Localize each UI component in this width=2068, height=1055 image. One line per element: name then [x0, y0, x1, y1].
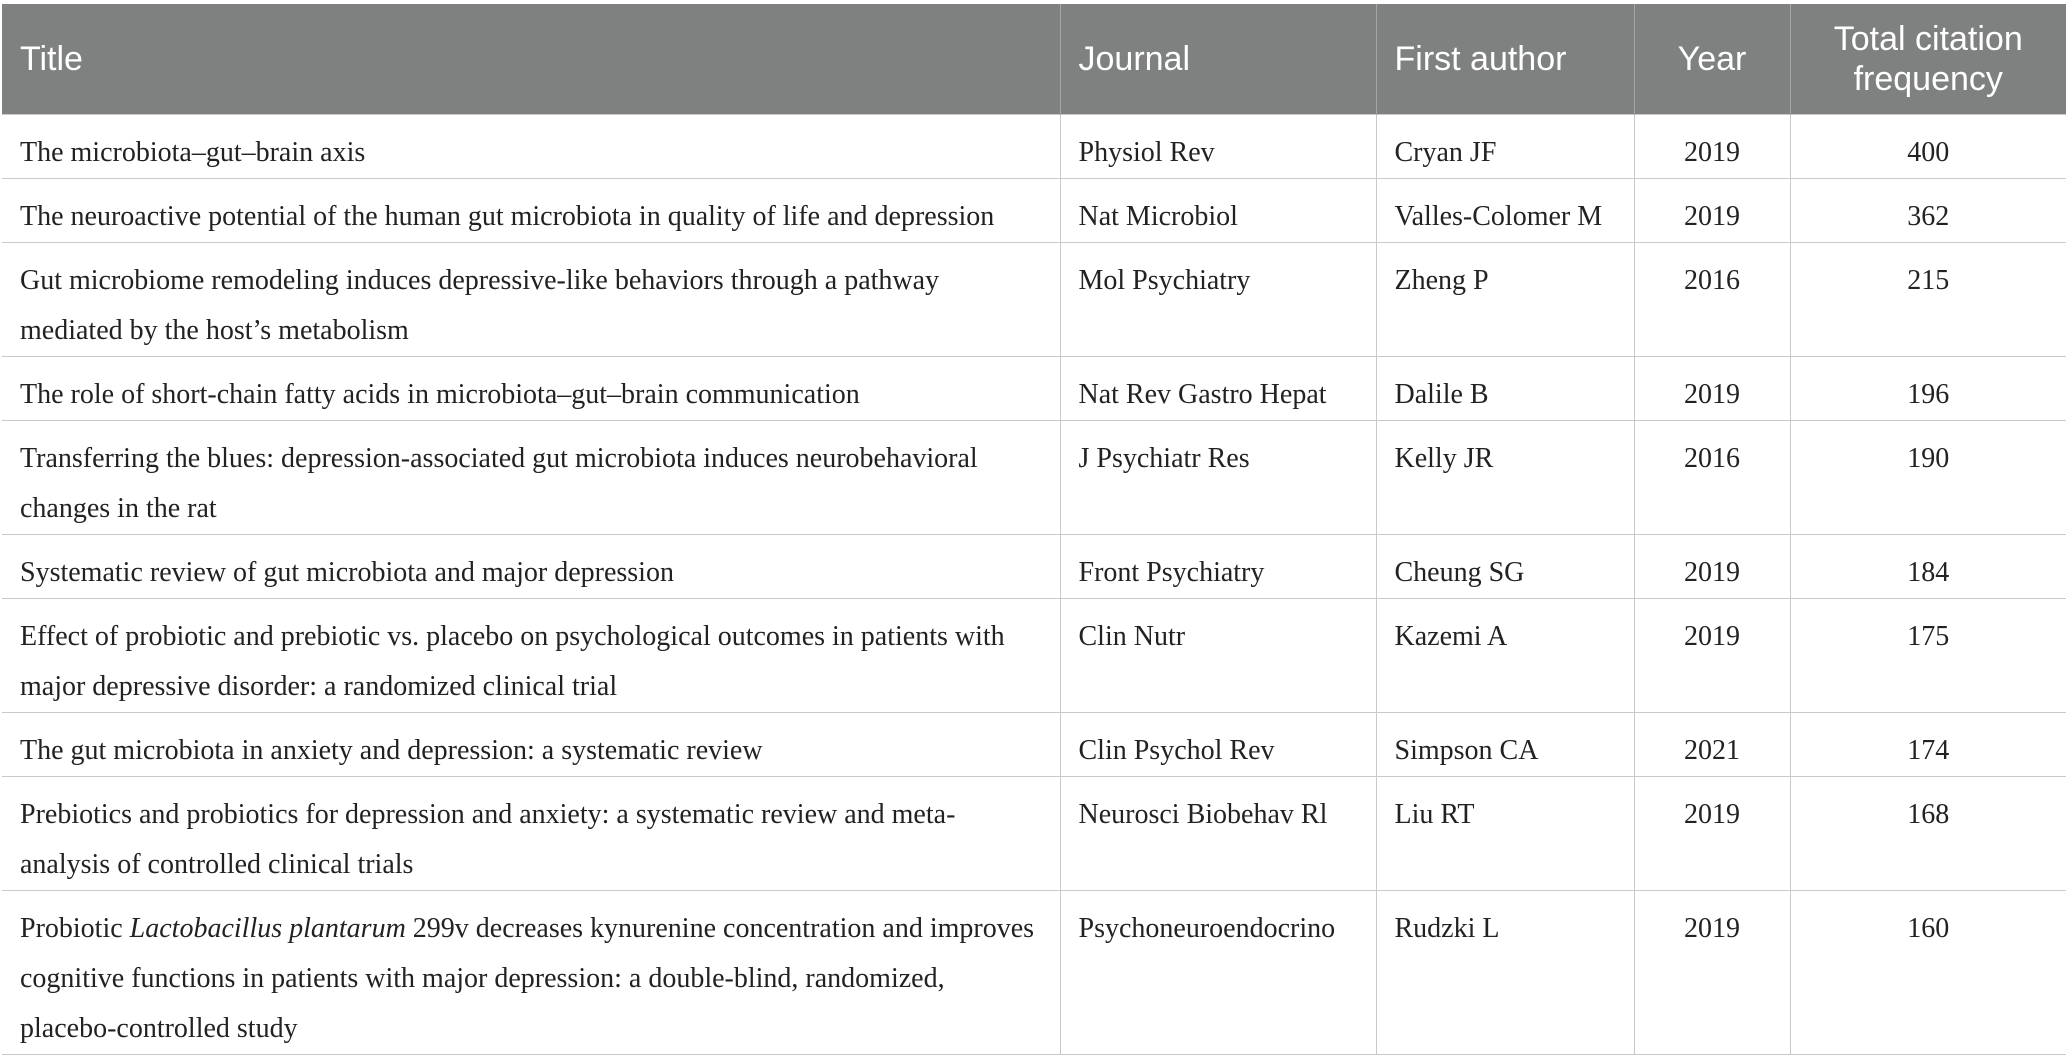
title-text-start: Probiotic	[20, 913, 130, 944]
cell-title: Systematic review of gut microbiota and major depression	[2, 535, 1060, 599]
cell-journal: J Psychiatr Res	[1060, 421, 1376, 535]
cell-year: 2016	[1634, 421, 1790, 535]
cell-year: 2019	[1634, 179, 1790, 243]
column-header-year: Year	[1634, 4, 1790, 115]
cell-citations: 196	[1790, 357, 2066, 421]
cell-citations: 174	[1790, 713, 2066, 777]
cell-citations: 190	[1790, 421, 2066, 535]
table-row	[2, 777, 2066, 891]
cell-first-author: Kelly JR	[1376, 421, 1634, 535]
cell-journal: Neurosci Biobehav Rl	[1060, 777, 1376, 891]
cell-journal: Nat Microbiol	[1060, 179, 1376, 243]
cell-title: Transferring the blues: depression-associated gut microbiota induces neurobehavioral changes in the rat	[2, 421, 1060, 535]
cell-year: 2019	[1634, 599, 1790, 713]
cell-first-author: Valles-Colomer M	[1376, 179, 1634, 243]
table-header	[2, 4, 2066, 115]
cell-first-author: Rudzki L	[1376, 891, 1634, 1055]
cell-first-author: Liu RT	[1376, 777, 1634, 891]
table-row	[2, 421, 2066, 535]
cell-year: 2016	[1634, 243, 1790, 357]
cell-year: 2019	[1634, 777, 1790, 891]
cell-title: Gut microbiome remodeling induces depressive-like behaviors through a pathway mediated by the host’s metabolism	[2, 243, 1060, 357]
citation-table	[2, 4, 2066, 1055]
cell-year: 2019	[1634, 535, 1790, 599]
cell-year: 2019	[1634, 357, 1790, 421]
cell-title: Effect of probiotic and prebiotic vs. placebo on psychological outcomes in patients with major depressive disorder: a randomized clinical trial	[2, 599, 1060, 713]
table-row	[2, 599, 2066, 713]
column-header-journal: Journal	[1060, 4, 1376, 115]
cell-title: Prebiotics and probiotics for depression and anxiety: a systematic review and meta-analysis of controlled clinical trials	[2, 777, 1060, 891]
cell-journal: Physiol Rev	[1060, 115, 1376, 179]
cell-citations: 215	[1790, 243, 2066, 357]
cell-title: The gut microbiota in anxiety and depression: a systematic review	[2, 713, 1060, 777]
cell-year: 2021	[1634, 713, 1790, 777]
column-header-title: Title	[2, 4, 1060, 115]
table-row	[2, 243, 2066, 357]
column-header-citations: Total citation frequency	[1790, 4, 2066, 115]
cell-title	[2, 891, 1060, 1055]
title-text-end: 299v decreases kynurenine concentration and improves cognitive functions in patients with major depression: a double-blind, randomized, placebo-controlled study	[20, 913, 1035, 1044]
cell-journal: Mol Psychiatry	[1060, 243, 1376, 357]
cell-first-author: Dalile B	[1376, 357, 1634, 421]
cell-first-author: Cryan JF	[1376, 115, 1634, 179]
cell-journal: Psychoneuroendocrino	[1060, 891, 1376, 1055]
cell-first-author: Cheung SG	[1376, 535, 1634, 599]
table-row	[2, 115, 2066, 179]
table-row	[2, 891, 2066, 1055]
table-row	[2, 357, 2066, 421]
table-row	[2, 713, 2066, 777]
cell-title: The microbiota–gut–brain axis	[2, 115, 1060, 179]
cell-first-author: Simpson CA	[1376, 713, 1634, 777]
cell-first-author: Kazemi A	[1376, 599, 1634, 713]
cell-title: The neuroactive potential of the human gut microbiota in quality of life and depression	[2, 179, 1060, 243]
cell-year: 2019	[1634, 891, 1790, 1055]
cell-journal: Clin Nutr	[1060, 599, 1376, 713]
cell-citations: 362	[1790, 179, 2066, 243]
cell-citations: 400	[1790, 115, 2066, 179]
cell-citations: 160	[1790, 891, 2066, 1055]
cell-journal: Nat Rev Gastro Hepat	[1060, 357, 1376, 421]
cell-first-author: Zheng P	[1376, 243, 1634, 357]
column-header-first-author: First author	[1376, 4, 1634, 115]
table-row	[2, 535, 2066, 599]
cell-year: 2019	[1634, 115, 1790, 179]
table-body	[2, 115, 2066, 1055]
table-row	[2, 179, 2066, 243]
cell-citations: 175	[1790, 599, 2066, 713]
cell-journal: Clin Psychol Rev	[1060, 713, 1376, 777]
cell-title: The role of short-chain fatty acids in microbiota–gut–brain communication	[2, 357, 1060, 421]
cell-journal: Front Psychiatry	[1060, 535, 1376, 599]
cell-citations: 184	[1790, 535, 2066, 599]
cell-citations: 168	[1790, 777, 2066, 891]
species-name: Lactobacillus plantarum	[129, 913, 406, 944]
header-row	[2, 4, 2066, 115]
